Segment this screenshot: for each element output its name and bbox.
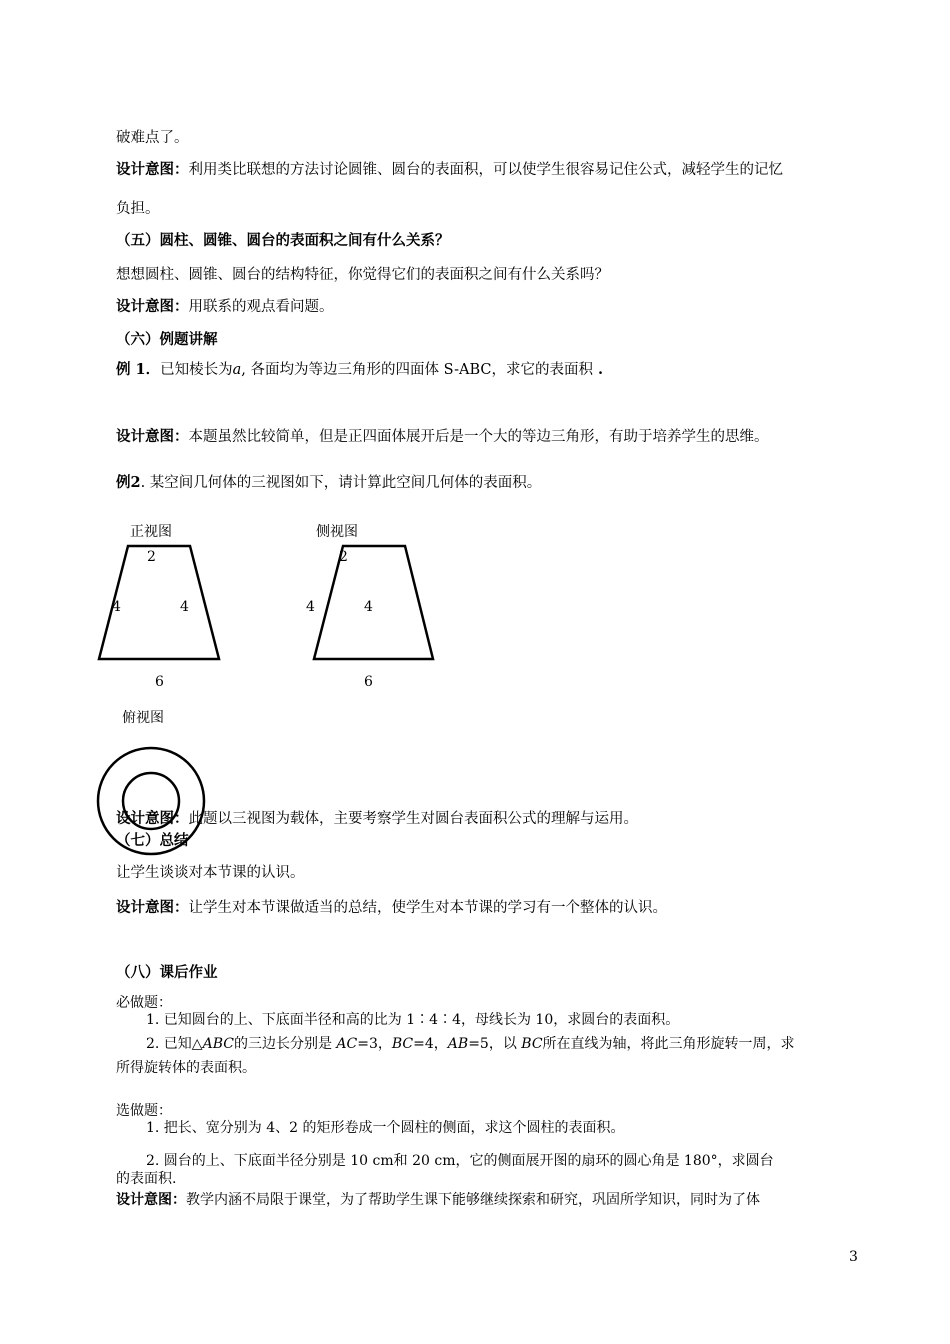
text-line: . 某空间几何体的三视图如下，请计算此空间几何体的表面积。 bbox=[140, 475, 542, 491]
side-view-trapezoid bbox=[314, 546, 433, 659]
text-line: 所得旋转体的表面积。 bbox=[116, 1060, 256, 1076]
section-heading: （八）课后作业 bbox=[116, 964, 218, 981]
homework-item: 1. 已知圆台的上、下底面半径和高的比为 1∶4∶4，母线长为 10，求圆台的表面积。 bbox=[146, 1012, 680, 1028]
side-bottom-length: 6 bbox=[364, 674, 373, 690]
segment-bc: BC bbox=[521, 1036, 543, 1052]
design-intent-paragraph bbox=[116, 812, 638, 827]
period-mark: . bbox=[592, 361, 604, 378]
homework-item: 2. 圆台的上、下底面半径分别是 10 cm和 20 cm，它的侧面展开图的扇环的圆心角是 180°，求圆台 bbox=[146, 1153, 774, 1169]
text-line: , 各面均为等边三角形的四面体 S-ABC，求它的表面积 bbox=[241, 362, 593, 378]
text-line: 教学内涵不局限于课堂，为了帮助学生课下能够继续探索和研究，巩固所学知识，同时为了体 bbox=[186, 1192, 760, 1208]
text-line: 想想圆柱、圆锥、圆台的结构特征，你觉得它们的表面积之间有什么关系吗？ bbox=[116, 267, 609, 283]
design-intent-label: 设计意图： bbox=[116, 810, 189, 827]
page-number: 3 bbox=[849, 1249, 858, 1265]
design-intent-label: 设计意图： bbox=[116, 899, 189, 916]
text-line: 用联系的观点看问题。 bbox=[188, 299, 334, 315]
text-line: 此题以三视图为载体，主要考察学生对圆台表面积公式的理解与运用。 bbox=[188, 811, 638, 827]
side-left-length: 4 bbox=[306, 599, 315, 615]
section-heading: （六）例题讲解 bbox=[116, 331, 218, 348]
side-top-length: 2 bbox=[339, 549, 348, 565]
text-line: 的三边长分别是 bbox=[233, 1036, 337, 1052]
side-right-length: 4 bbox=[364, 599, 373, 615]
top-view-title: 俯视图 bbox=[122, 710, 164, 726]
example-label: 例 1． bbox=[116, 361, 161, 378]
text-line: 利用类比联想的方法讨论圆锥、圆台的表面积，可以使学生很容易记住公式，减轻学生的记忆 bbox=[188, 162, 783, 178]
text-line: =5，以 bbox=[468, 1036, 522, 1052]
variable-a: a bbox=[232, 362, 242, 378]
text-line: 本题虽然比较简单，但是正四面体展开后是一个大的等边三角形，有助于培养学生的思维。 bbox=[188, 429, 769, 445]
text-line: 2. 已知△ bbox=[146, 1036, 203, 1052]
example-label: 例2 bbox=[116, 474, 141, 491]
text-line: 破难点了。 bbox=[116, 130, 189, 146]
text-line: 让学生对本节课做适当的总结，使学生对本节课的学习有一个整体的认识。 bbox=[188, 900, 667, 916]
design-intent-paragraph bbox=[116, 901, 667, 916]
text-line: 负担。 bbox=[116, 201, 160, 217]
text-line: 所在直线为轴，将此三角形旋转一周，求 bbox=[542, 1036, 795, 1052]
design-intent-label: 设计意图： bbox=[116, 428, 189, 445]
design-intent-label: 设计意图： bbox=[116, 1192, 186, 1208]
text-line: =4， bbox=[413, 1036, 448, 1052]
text-line: =3， bbox=[357, 1036, 392, 1052]
text-line: 选做题： bbox=[116, 1103, 172, 1119]
text-line: 让学生谈谈对本节课的认识。 bbox=[116, 865, 305, 881]
segment-bc: BC bbox=[391, 1036, 414, 1052]
text-line: 的表面积. bbox=[116, 1171, 177, 1187]
side-view-title: 侧视图 bbox=[316, 524, 358, 540]
triangle-name: ABC bbox=[202, 1036, 234, 1052]
section-heading: （七）总结 bbox=[116, 832, 189, 849]
front-top-length: 2 bbox=[147, 549, 156, 565]
design-intent-label: 设计意图： bbox=[116, 161, 189, 178]
segment-ac: AC bbox=[336, 1036, 358, 1052]
front-right-length: 4 bbox=[180, 599, 189, 615]
text-line: 必做题： bbox=[116, 995, 172, 1011]
text-line: 已知棱长为 bbox=[160, 362, 233, 378]
design-intent-paragraph bbox=[116, 1193, 760, 1207]
homework-item bbox=[146, 1037, 795, 1051]
section-heading: （五）圆柱、圆锥、圆台的表面积之间有什么关系？ bbox=[116, 232, 450, 249]
front-left-length: 4 bbox=[112, 599, 121, 615]
segment-ab: AB bbox=[447, 1036, 469, 1052]
homework-item: 1. 把长、宽分别为 4、2 的矩形卷成一个圆柱的侧面，求这个圆柱的表面积。 bbox=[146, 1120, 625, 1136]
front-view-title: 正视图 bbox=[130, 524, 172, 540]
front-bottom-length: 6 bbox=[155, 674, 164, 690]
design-intent-label: 设计意图： bbox=[116, 298, 189, 315]
